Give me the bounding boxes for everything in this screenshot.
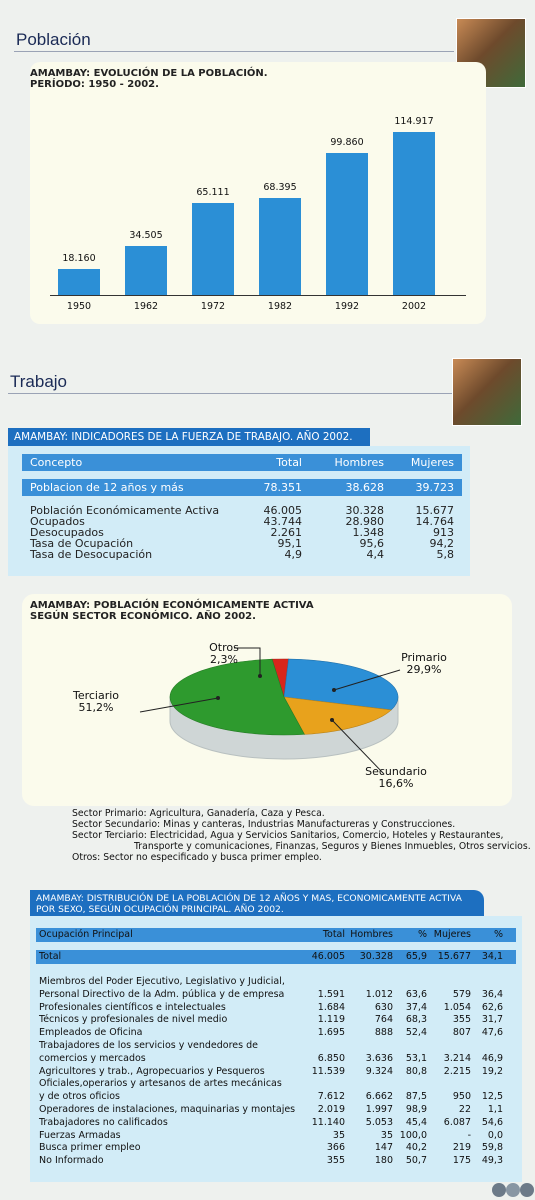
pie-label-secundario-pct: 16,6% [378, 777, 414, 790]
table2-row [36, 1117, 516, 1130]
table1-cell: 28.980 [345, 515, 384, 528]
table2-cell [427, 976, 471, 989]
table2-cell: 65,9 [405, 950, 427, 962]
table2-row [36, 1014, 516, 1027]
table1-cell: 14.764 [415, 515, 454, 528]
section-rule [8, 393, 454, 394]
table2-cell: 68,3 [405, 1014, 427, 1026]
table1-cell: 4,9 [284, 548, 302, 561]
pie-label-otros [194, 642, 254, 666]
sector-note: Transporte y comunicaciones, Finanzas, Seguros y Bienes Inmuebles, Otros servicios. [134, 841, 531, 852]
sector-note: Sector Primario: Agricultura, Ganadería, Caza y Pesca. [72, 808, 325, 819]
bar-chart [30, 62, 486, 324]
table2-cell: 579 [452, 988, 471, 1000]
table2-cell: 62,6 [481, 1001, 503, 1013]
bar-value-label: 65.111 [196, 186, 230, 198]
table2-row [36, 1104, 516, 1117]
table2-row [36, 1053, 516, 1066]
leader-terciario-dot [216, 696, 220, 700]
table2-cell: Trabajadores de los servicios y vendedores de [39, 1040, 258, 1051]
x-tick-label: 1950 [66, 301, 92, 312]
table2-cell: 355 [452, 1014, 471, 1026]
table2-cell: 630 [374, 1001, 393, 1013]
section-title-poblacion: Población [16, 30, 91, 49]
pie-label-primario-name: Primario [401, 651, 447, 664]
table2-cell: 80,8 [405, 1065, 427, 1077]
table1-cell: 913 [433, 526, 454, 539]
pie-chart-panel [22, 594, 512, 806]
pie-title-line1: AMAMBAY: POBLACIÓN ECONÓMICAMENTE ACTIVA [30, 600, 314, 611]
sector-note: Otros: Sector no especificado y busca primer empleo. [72, 852, 322, 863]
table2-cell: 50,7 [405, 1155, 427, 1167]
table1-cell: 2.261 [270, 526, 302, 539]
population-chart-panel [30, 62, 486, 324]
table2-cell [393, 976, 427, 989]
table2-cell: 52,4 [405, 1027, 427, 1039]
photo-collage-trabajo [452, 358, 522, 426]
table2-cell: 98,9 [405, 1104, 427, 1115]
table1-row [22, 505, 462, 516]
table2-cell: 40,2 [405, 1142, 427, 1154]
pie-label-primario [386, 652, 462, 676]
occupation-table [30, 916, 522, 1182]
table2-cell: - [467, 1129, 471, 1141]
table2-cell: Total [39, 950, 62, 962]
table2-cell: 1.012 [365, 988, 393, 1000]
col-pct-m: % [493, 928, 503, 940]
table1-cell: 4,4 [366, 548, 384, 561]
table2-title-line2: POR SEXO, SEGÚN OCUPACIÓN PRINCIPAL. AÑO 2002. [36, 904, 284, 915]
table2-cell: comercios y mercados [39, 1052, 146, 1064]
table2-cell: 1.119 [317, 1014, 345, 1026]
table1-cell: 43.744 [263, 515, 302, 528]
x-tick-label: 1962 [133, 301, 159, 312]
col-concepto: Concepto [30, 456, 83, 469]
table2-cell: 45,4 [405, 1116, 427, 1128]
x-tick-label: 1982 [267, 301, 293, 312]
table2-cell: 888 [374, 1027, 393, 1039]
table1-cell: Población Económicamente Activa [30, 504, 220, 517]
table2-cell: 37,4 [405, 1001, 427, 1013]
table1-cell: 95,6 [359, 537, 384, 550]
table2-header-row [36, 928, 516, 942]
table2-cell: 9.324 [365, 1065, 393, 1077]
x-tick-label: 2002 [401, 301, 427, 312]
table2-cell [301, 1078, 345, 1091]
table2-row [36, 1142, 516, 1155]
table2-cell: 366 [326, 1142, 345, 1154]
table2-cell: 35 [380, 1129, 393, 1141]
leader-secundario-dot [330, 718, 334, 722]
table2-cell: No Informado [39, 1155, 104, 1167]
nav-prev-button[interactable] [492, 1183, 506, 1197]
leader-primario-dot [332, 688, 336, 692]
bar-value-label: 18.160 [62, 253, 96, 265]
chart-title-line1: AMAMBAY: EVOLUCIÓN DE LA POBLACIÓN. [30, 68, 268, 79]
table2-cell [393, 1040, 427, 1053]
table2-cell: Trabajadores no calificados [39, 1116, 168, 1128]
table2-cell: 1.591 [317, 988, 345, 1000]
table1-highlight-row [22, 479, 462, 496]
table2-row [36, 1066, 516, 1079]
table2-cell: 5.053 [365, 1116, 393, 1128]
bar-1992 [326, 153, 368, 295]
table2-cell: 11.539 [311, 1065, 345, 1077]
table2-cell: 1,1 [487, 1104, 503, 1115]
table2-cell: Operadores de instalaciones, maquinarias y montajes [39, 1104, 296, 1115]
sector-note: Sector Secundario: Minas y canteras, Industrias Manufactureras y Construcciones. [72, 819, 456, 830]
table2-row [36, 976, 516, 989]
table2-row [36, 989, 516, 1002]
table2-cell: 1.684 [317, 1001, 345, 1013]
nav-home-button[interactable] [506, 1183, 520, 1197]
table2-row [36, 1130, 516, 1143]
table2-cell: Busca primer empleo [39, 1142, 141, 1154]
table2-cell: 1.997 [365, 1104, 393, 1115]
table1-cell: 46.005 [263, 504, 302, 517]
table1-header-row [22, 454, 462, 471]
pie-title-line2: SEGÚN SECTOR ECONÓMICO. AÑO 2002. [30, 611, 256, 622]
table2-cell: 100,0 [399, 1129, 427, 1141]
table2-cell: 2.215 [443, 1065, 471, 1077]
table2-cell [471, 976, 503, 989]
table2-cell: Agricultores y trab., Agropecuarios y Pesqueros [39, 1065, 265, 1077]
table2-row [36, 1027, 516, 1040]
table2-cell: 46.005 [311, 950, 345, 962]
table2-cell: 3.636 [365, 1052, 393, 1064]
col-pct-h: % [417, 928, 427, 940]
table2-cell: Fuerzas Armadas [39, 1129, 121, 1141]
table2-cell: 764 [374, 1014, 393, 1026]
table2-cell [427, 1040, 471, 1053]
pie-label-otros-pct: 2,3% [210, 653, 238, 666]
table2-cell: 6.662 [365, 1091, 393, 1103]
table2-row [36, 1040, 516, 1053]
table2-row [36, 1002, 516, 1015]
table2-cell: 807 [452, 1027, 471, 1039]
section-rule [14, 51, 454, 52]
table2-total-row [36, 950, 516, 964]
table2-cell: 7.612 [317, 1091, 345, 1103]
table2-cell: 6.087 [443, 1116, 471, 1128]
table2-cell [301, 1040, 345, 1053]
table2-cell: 19,2 [481, 1065, 503, 1077]
table1-cell: 5,8 [436, 548, 454, 561]
table2-cell [345, 1040, 393, 1053]
table2-cell: 54,6 [481, 1116, 503, 1128]
table2-title-line1: AMAMBAY: DISTRIBUCIÓN DE LA POBLACIÓN DE 12 AÑOS Y MAS, ECONOMICAMENTE ACTIVA [36, 893, 462, 904]
table2-cell [345, 1078, 393, 1091]
table2-cell: 11.140 [311, 1116, 345, 1128]
col-mujeres: Mujeres [433, 928, 471, 940]
table2-cell: 3.214 [443, 1052, 471, 1064]
table2-cell: Personal Directivo de la Adm. pública y de empresa [39, 988, 285, 1000]
table2-cell: 175 [452, 1155, 471, 1167]
table2-row [36, 1091, 516, 1104]
table1-cell: 95,1 [277, 537, 302, 550]
bar-value-label: 34.505 [129, 230, 163, 242]
table1-row [22, 549, 462, 560]
table2-row [36, 1155, 516, 1168]
x-axis-line [50, 295, 466, 296]
bar-value-label: 114.917 [394, 115, 434, 127]
table2-cell [471, 1078, 503, 1091]
table1-cell: Desocupados [30, 526, 104, 539]
pie-label-otros-name: Otros [209, 641, 239, 654]
sector-notes [72, 808, 532, 863]
table1-cell: 30.328 [345, 504, 384, 517]
table2-cell: 63,6 [405, 988, 427, 1000]
bar-1982 [259, 198, 301, 295]
table2-cell: 53,1 [405, 1052, 427, 1064]
table1-cell: 38.628 [345, 481, 384, 494]
table2-cell: 12,5 [481, 1091, 503, 1103]
table2-cell: 35 [332, 1129, 345, 1141]
table2-cell [393, 1078, 427, 1091]
table2-cell: Miembros del Poder Ejecutivo, Legislativo y Judicial, [39, 976, 285, 987]
table1-cell: Tasa de Desocupación [30, 548, 153, 561]
table2-cell: 36,4 [481, 988, 503, 1000]
table2-cell: Profesionales científicos e intelectuales [39, 1001, 226, 1013]
table1-cell: 94,2 [429, 537, 454, 550]
leader-otros-dot [258, 674, 262, 678]
pie-label-terciario [58, 690, 134, 714]
table2-cell: 219 [452, 1142, 471, 1154]
table2-cell [345, 976, 393, 989]
table2-cell [427, 1078, 471, 1091]
col-ocupacion: Ocupación Principal [39, 928, 133, 940]
table2-cell: 22 [458, 1104, 471, 1115]
table2-cell: 147 [374, 1142, 393, 1154]
table1-cell: 78.351 [263, 481, 302, 494]
table2-cell: 87,5 [405, 1091, 427, 1103]
table1-cell: 39.723 [415, 481, 454, 494]
x-tick-label: 1972 [200, 301, 226, 312]
table2-cell: 46,9 [481, 1052, 503, 1064]
table2-cell: 30.328 [359, 950, 393, 962]
pie-label-terciario-pct: 51,2% [78, 701, 114, 714]
table2-cell: 180 [374, 1155, 393, 1167]
table2-cell: 1.695 [317, 1027, 345, 1039]
table2-cell [471, 1040, 503, 1053]
pie-label-secundario-name: Secundario [365, 765, 427, 778]
table1-cell: Tasa de Ocupación [30, 537, 134, 550]
pie-label-secundario [356, 766, 436, 790]
nav-dots [492, 1182, 534, 1198]
table2-cell: 355 [326, 1155, 345, 1167]
table2-cell: 49,3 [481, 1155, 503, 1167]
section-title-trabajo: Trabajo [10, 372, 68, 391]
table1-cell: 15.677 [415, 504, 454, 517]
col-total: Total [276, 456, 302, 469]
table2-cell: 950 [452, 1091, 471, 1103]
table2-row [36, 1078, 516, 1091]
col-hombres: Hombres [334, 456, 384, 469]
table2-cell: 34,1 [481, 950, 503, 962]
table2-cell: 59,8 [481, 1142, 503, 1154]
col-hombres: Hombres [350, 928, 393, 940]
table2-cell: 1.054 [443, 1001, 471, 1013]
table1-title-banner: AMAMBAY: INDICADORES DE LA FUERZA DE TRABAJO. AÑO 2002. [8, 428, 370, 446]
nav-next-button[interactable] [520, 1183, 534, 1197]
table1-cell: Poblacion de 12 años y más [30, 481, 184, 494]
table2-cell: Oficiales,operarios y artesanos de artes mecánicas [39, 1078, 282, 1090]
bar-1972 [192, 203, 234, 295]
table2-cell: 15.677 [437, 950, 471, 962]
table2-cell: 31,7 [481, 1014, 503, 1026]
table1-cell: 1.348 [352, 526, 384, 539]
bar-value-label: 99.860 [330, 137, 364, 149]
table2-cell: 6.850 [317, 1052, 345, 1064]
bar-2002 [393, 132, 435, 295]
sector-note: Sector Terciario: Electricidad, Agua y Servicios Sanitarios, Comercio, Hoteles y Restaurantes, [72, 830, 504, 841]
table2-cell: Técnicos y profesionales de nivel medio [39, 1014, 228, 1026]
table2-cell: Empleados de Oficina [39, 1027, 143, 1039]
table2-title-banner [30, 890, 484, 918]
col-total: Total [322, 928, 345, 940]
bar-value-label: 68.395 [263, 181, 297, 193]
col-mujeres: Mujeres [410, 456, 454, 469]
x-tick-label: 1992 [334, 301, 360, 312]
table2-cell: 0,0 [487, 1129, 503, 1141]
labor-indicators-table [8, 446, 470, 576]
table2-cell [301, 976, 345, 989]
table2-cell: 2.019 [317, 1104, 345, 1115]
table1-cell: Ocupados [30, 515, 85, 528]
bar-1962 [125, 246, 167, 295]
table2-cell: 47,6 [481, 1027, 503, 1039]
pie-label-primario-pct: 29,9% [406, 663, 442, 676]
chart-title-line2: PERÍODO: 1950 - 2002. [30, 79, 159, 90]
pie-label-terciario-name: Terciario [72, 689, 120, 702]
bar-1950 [58, 269, 100, 295]
table2-cell: y de otros oficios [39, 1091, 120, 1103]
